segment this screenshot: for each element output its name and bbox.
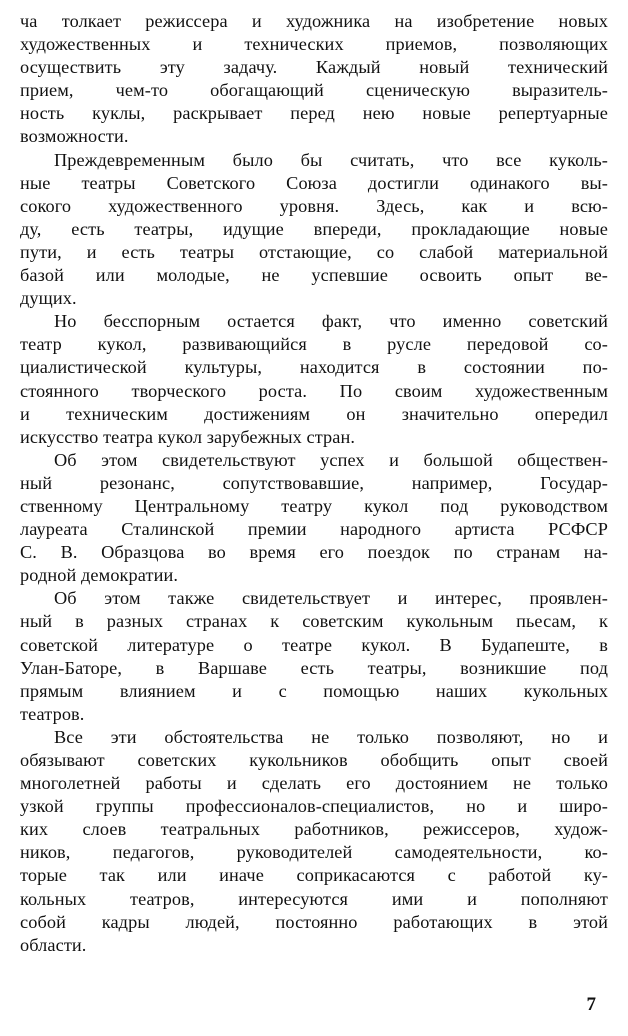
text-line: ный в разных странах к советским кукольным пьесам, к xyxy=(20,611,608,632)
text-line: ких слоев театральных работников, режиссеров, худож- xyxy=(20,819,608,840)
text-line: Все эти обстоятельства не только позволяют, но и xyxy=(54,726,608,747)
text-line: ный резонанс, сопутствовавшие, например, Государ- xyxy=(20,472,608,493)
text-line: Об этом также свидетельствует и интерес, проявлен- xyxy=(54,588,608,609)
paragraph-2 xyxy=(20,149,608,311)
text-line: театр кукол, развивающийся в русле передовой со- xyxy=(20,334,608,355)
text-line: Преждевременным было бы считать, что все куколь- xyxy=(54,149,608,170)
book-page xyxy=(20,10,608,1026)
text-line: ча толкает режиссера и художника на изобретение новых xyxy=(20,11,608,31)
text-line: ду, есть театры, идущие впереди, прокладающие новые xyxy=(20,218,608,239)
text-line: С. В. Образцова во время его поездок по странам на- xyxy=(20,542,608,563)
paragraph-5 xyxy=(20,587,608,726)
text-line: и техническим достижениям он значительно опередил xyxy=(20,403,608,424)
text-line: пути, и есть театры отстающие, со слабой материальной xyxy=(20,241,608,262)
text-line: ные театры Советского Союза достигли одинакого вы- xyxy=(20,172,608,193)
text-line: возможности. xyxy=(20,126,129,147)
paragraph-4 xyxy=(20,449,608,588)
text-line: осуществить эту задачу. Каждый новый технический xyxy=(20,57,608,78)
text-line: художественных и технических приемов, позволяющих xyxy=(20,34,608,55)
text-line: лауреата Сталинской премии народного артиста РСФСР xyxy=(20,519,608,540)
paragraph-6 xyxy=(20,726,608,957)
text-line: дущих. xyxy=(20,288,77,309)
text-line: сокого художественного уровня. Здесь, как и всю- xyxy=(20,195,608,216)
text-line: прием, чем-то обогащающий сценическую выразитель- xyxy=(20,80,608,101)
text-line: ников, педагогов, руководителей самодеятельности, ко- xyxy=(20,842,608,863)
text-line: базой или молодые, не успевшие освоить опыт ве- xyxy=(20,265,608,286)
text-line: собой кадры людей, постоянно работающих в этой xyxy=(20,911,608,932)
text-line: Об этом свидетельствуют успех и большой обществен- xyxy=(54,449,608,470)
text-line: советской литературе о театре кукол. В Будапеште, в xyxy=(20,634,608,655)
text-line: обязывают советских кукольников обобщить опыт своей xyxy=(20,750,608,770)
text-line: кольных театров, интересуются ими и пополняют xyxy=(20,888,608,909)
text-line: Улан-Баторе, в Варшаве есть театры, возникшие под xyxy=(20,657,608,678)
text-line: театров. xyxy=(20,703,85,724)
paragraph-3 xyxy=(20,310,608,449)
text-line: ность куклы, раскрывает перед нею новые репертуарные xyxy=(20,103,608,124)
body-text xyxy=(20,10,608,957)
text-line: циалистической культуры, находится в состоянии по- xyxy=(20,357,608,378)
text-line: искусство театра кукол зарубежных стран. xyxy=(20,426,356,447)
text-line: области. xyxy=(20,934,87,955)
text-line: многолетней работы и сделать его достоянием не только xyxy=(20,773,608,794)
text-line: прямым влиянием и с помощью наших кукольных xyxy=(20,680,608,701)
page-number: 7 xyxy=(586,994,596,1015)
text-line: ственному Центральному театру кукол под руководством xyxy=(20,495,608,516)
paragraph-1 xyxy=(20,10,608,149)
text-line: стоянного творческого роста. По своим художественным xyxy=(20,380,608,401)
text-line: узкой группы профессионалов-специалистов, но и широ- xyxy=(20,796,608,817)
text-line: торые так или иначе соприкасаются с работой ку- xyxy=(20,865,608,886)
text-line: родной демократии. xyxy=(20,565,179,586)
text-line: Но бесспорным остается факт, что именно советский xyxy=(54,311,608,332)
